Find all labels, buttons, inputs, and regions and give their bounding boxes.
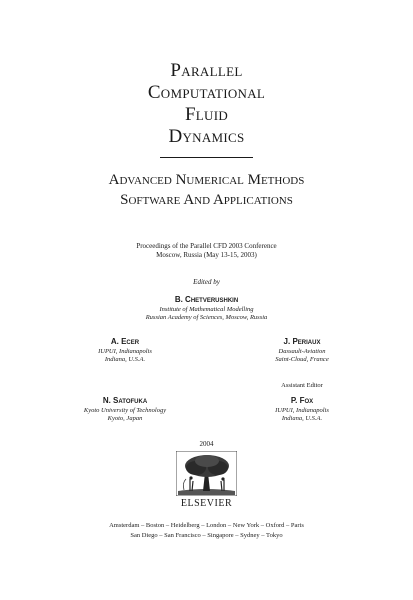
editor-name-satofuka: N. Satofuka [102,396,148,405]
book-title-line-2: Computational [147,82,266,103]
edited-by-label: Edited by [193,278,220,286]
title-divider [160,157,253,158]
book-title-line-1: Parallel [170,60,243,81]
editor-name-chetverushkin: B. Chetverushkin [174,295,239,304]
elsevier-tree-logo-icon [176,451,237,496]
book-title-line-4: Dynamics [168,126,245,147]
editor-affiliation-ecer-1: IUPUI, Indianapolis [98,348,152,355]
editor-affiliation-fox-1: IUPUI, Indianapolis [275,407,329,414]
publisher-cities-line-2: San Diego – San Francisco – Singapore – Sydney – Tokyo [130,532,283,539]
editor-affiliation-chetverushkin-2: Russian Academy of Sciences, Moscow, Russia [145,314,268,321]
editor-affiliation-ecer-2: Indiana, U.S.A. [104,356,146,363]
editor-affiliation-periaux-1: Dassault-Aviation [278,348,326,355]
subtitle-line-1: Advanced Numerical Methods [108,172,305,188]
editor-affiliation-satofuka-2: Kyoto, Japan [107,415,143,422]
editor-affiliation-periaux-2: Saint-Cloud, France [275,356,329,363]
publisher-name: ELSEVIER [180,498,233,509]
editor-name-ecer: A. Ecer [110,337,140,346]
editor-affiliation-satofuka-1: Kyoto University of Technology [83,407,167,414]
editor-affiliation-fox-2: Indiana, U.S.A. [281,415,323,422]
proceedings-line-2: Moscow, Russia (May 13-15, 2003) [156,251,257,259]
proceedings-line-1: Proceedings of the Parallel CFD 2003 Conference [136,242,277,250]
book-title-line-3: Fluid [184,104,229,125]
publisher-cities-line-1: Amsterdam – Boston – Heidelberg – London – New York – Oxford – Paris [109,522,304,529]
editor-name-fox: P. Fox [290,396,314,405]
editor-affiliation-chetverushkin-1: Institute of Mathematical Modelling [159,306,254,313]
publication-year: 2004 [199,440,214,448]
assistant-editor-label: Assistant Editor [281,382,323,389]
subtitle-line-2: Software And Applications [120,192,293,208]
editor-name-periaux: J. Periaux [283,337,321,346]
